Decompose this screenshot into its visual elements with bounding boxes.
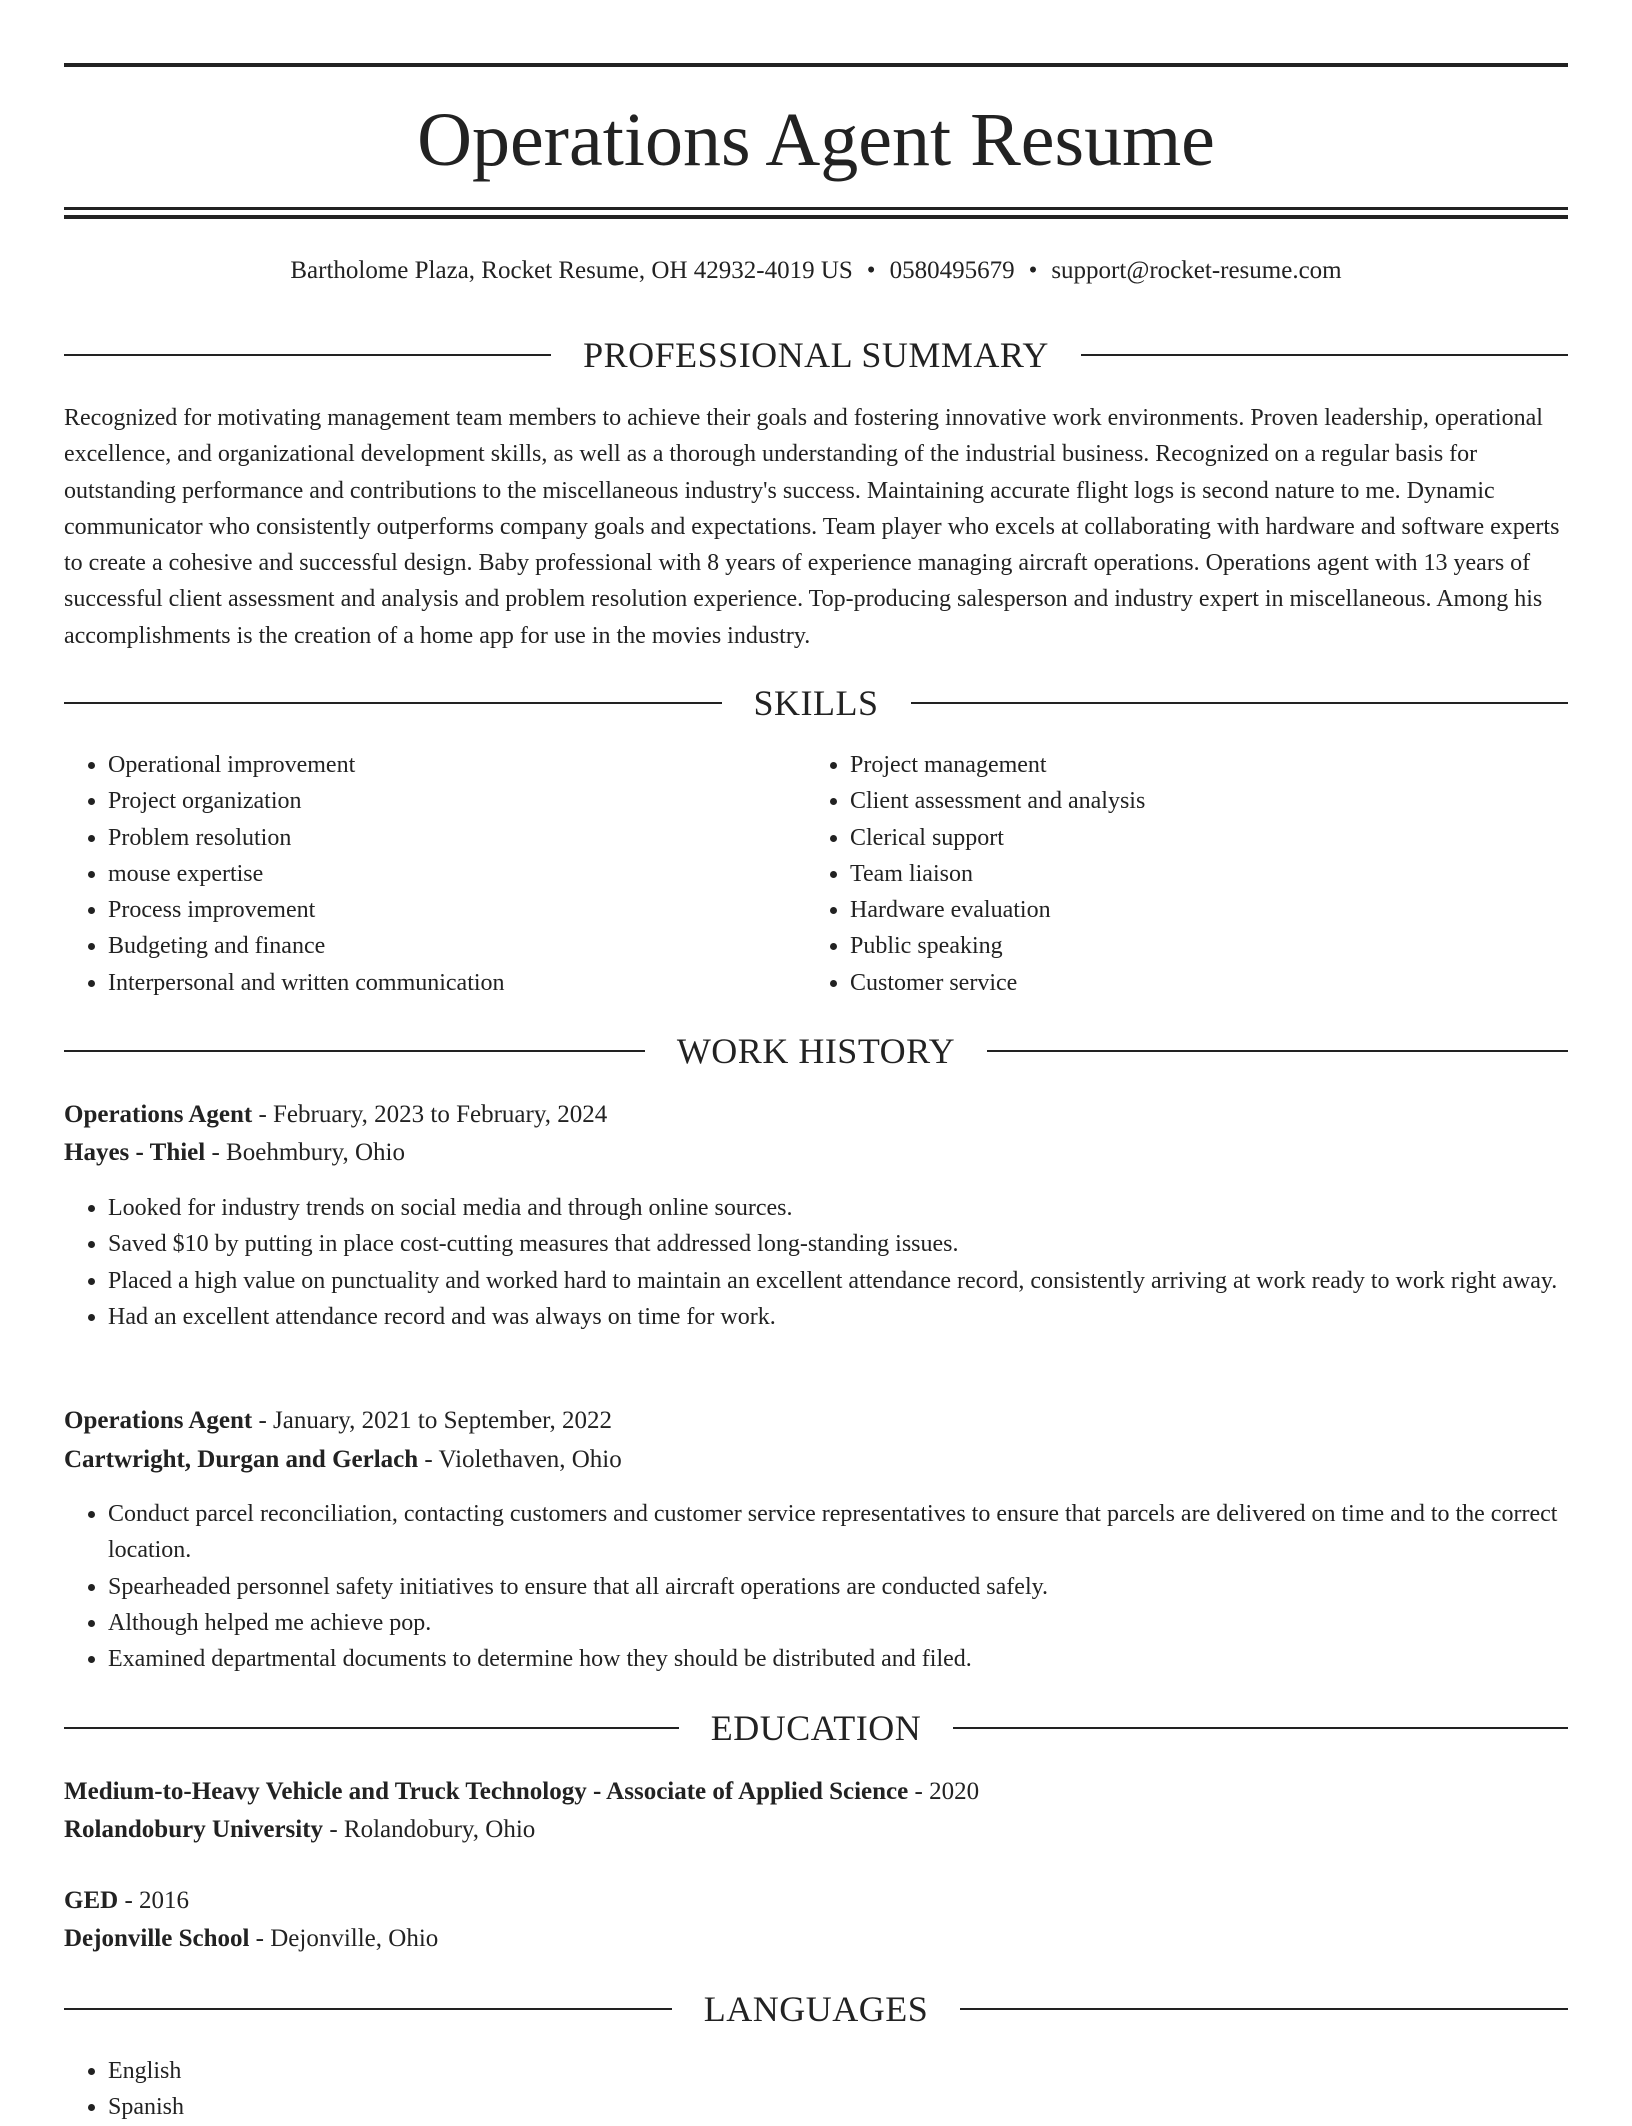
job-bullet: • Examined departmental documents to determine how they should be distributed and filed. [108, 1641, 1568, 1677]
job-bullet: • Spearheaded personnel safety initiatives to ensure that all aircraft operations are conducted safely. [108, 1569, 1568, 1605]
heading-rule [911, 702, 1569, 704]
skill-item: • Operational improvement [108, 747, 764, 783]
edu-year: - 2020 [908, 1778, 980, 1805]
heading-rule [64, 702, 722, 704]
job-bullet: • Saved $10 by putting in place cost-cutting measures that addressed long-standing issues. [108, 1226, 1568, 1262]
job-title-line [64, 1097, 1568, 1133]
heading-rule [64, 2008, 672, 2010]
edu-degree: Medium-to-Heavy Vehicle and Truck Technology - Associate of Applied Science [64, 1778, 909, 1805]
skill-item: • Clerical support [850, 820, 1506, 856]
heading-rule [64, 354, 551, 356]
heading-rule [960, 2008, 1568, 2010]
job-bullet: • Placed a high value on punctuality and worked hard to maintain an excellent attendance record, consistently arriving at work ready to work right away. [108, 1263, 1568, 1299]
resume-title: Operations Agent Resume [417, 98, 1215, 182]
skill-item: • Project organization [108, 783, 764, 819]
job-company-line [64, 1135, 1568, 1171]
section-heading-languages [64, 1987, 1568, 2031]
job-bullets [64, 1496, 1568, 1677]
skill-item: • Public speaking [850, 928, 1506, 964]
section-heading-work [64, 1029, 1568, 1073]
job-bullet: • Looked for industry trends on social media and through online sources. [108, 1190, 1568, 1226]
heading-rule [64, 1050, 645, 1052]
edu-year: - 2016 [118, 1887, 190, 1914]
edu-school: Dejonville School [64, 1925, 250, 1952]
section-title: LANGUAGES [703, 1989, 929, 2029]
skill-item: • Project management [850, 747, 1506, 783]
skills-column-left [64, 747, 764, 1001]
skill-item: • Problem resolution [108, 820, 764, 856]
heading-rule [1081, 354, 1568, 356]
edu-location: - Dejonville, Ohio [249, 1925, 439, 1952]
section-heading-skills [64, 681, 1568, 725]
job-dates: - January, 2021 to September, 2022 [252, 1407, 613, 1434]
job-location: - Boehmbury, Ohio [205, 1139, 405, 1166]
skill-item: • Hardware evaluation [850, 892, 1506, 928]
skill-item: • Team liaison [850, 856, 1506, 892]
section-title: SKILLS [753, 683, 879, 723]
section-title: WORK HISTORY [676, 1031, 956, 1071]
job-title: Operations Agent [64, 1101, 253, 1128]
heading-rule [987, 1050, 1568, 1052]
job-title-line [64, 1403, 1568, 1439]
section-heading-summary [64, 333, 1568, 377]
skill-item: • Budgeting and finance [108, 928, 764, 964]
job-title: Operations Agent [64, 1407, 253, 1434]
job-bullets [64, 1190, 1568, 1335]
edu-school: Rolandobury University [64, 1816, 324, 1843]
edu-location: - Rolandobury, Ohio [323, 1816, 536, 1843]
skill-item: • Process improvement [108, 892, 764, 928]
edu-school-line [64, 1812, 1568, 1848]
contact-line [64, 254, 1568, 288]
edu-school-line [64, 1921, 1568, 1957]
job-company: Cartwright, Durgan and Gerlach [64, 1446, 419, 1473]
section-title: EDUCATION [710, 1708, 922, 1748]
job-dates: - February, 2023 to February, 2024 [252, 1101, 608, 1128]
edu-degree: GED [64, 1887, 119, 1914]
skills-list [806, 747, 1506, 1001]
languages-list [64, 2053, 1568, 2126]
top-rule [64, 63, 1568, 67]
section-title: PROFESSIONAL SUMMARY [583, 335, 1049, 375]
summary-paragraph: Recognized for motivating management team members to achieve their goals and fostering innovative work environments. Proven leadership, operational excellence, and organizational development skills, as well as a thorough understanding of the industrial business. Recognized on a regular basis for outstanding performance and contributions to the miscellaneous industry's success. Maintaining accurate flight logs is second nature to me. Dynamic communicator who consistently outperforms company goals and expectations. Team player who excels at collaborating with hardware and software experts to create a cohesive and successful design. Baby professional with 8 years of experience managing aircraft operations. Operations agent with 13 years of successful client assessment and analysis and problem resolution experience. Top-producing salesperson and industry expert in miscellaneous. Among his accomplishments is the creation of a home app for use in the movies industry. [64, 405, 1560, 649]
edu-degree-line [64, 1883, 1568, 1919]
job-bullet: • Had an excellent attendance record and was always on time for work. [108, 1299, 1568, 1335]
contact-email: support@rocket-resume.com [1051, 257, 1342, 284]
title-double-rule [64, 207, 1568, 219]
job-company-line [64, 1442, 1568, 1478]
heading-rule [64, 1727, 679, 1729]
section-heading-education [64, 1706, 1568, 1750]
job-bullet: • Conduct parcel reconciliation, contacting customers and customer service representatives to ensure that parcels are delivered on time and to the correct location. [108, 1496, 1568, 1569]
contact-separator: • [866, 257, 876, 284]
heading-rule [953, 1727, 1568, 1729]
job-location: - Violethaven, Ohio [418, 1446, 622, 1473]
language-item: • Spanish [108, 2089, 1568, 2125]
skill-item: • Client assessment and analysis [850, 783, 1506, 819]
job-bullet: • Although helped me achieve pop. [108, 1605, 1568, 1641]
skill-item: • Customer service [850, 965, 1506, 1001]
skills-list [64, 747, 764, 1001]
skill-item: • mouse expertise [108, 856, 764, 892]
edu-degree-line [64, 1774, 1568, 1810]
skills-column-right [806, 747, 1506, 1001]
language-item: • English [108, 2053, 1568, 2089]
contact-phone: 0580495679 [889, 257, 1015, 284]
contact-address: Bartholome Plaza, Rocket Resume, OH 42932-4019 US [290, 257, 853, 284]
skill-item: • Interpersonal and written communication [108, 965, 764, 1001]
contact-separator: • [1028, 257, 1038, 284]
job-company: Hayes - Thiel [64, 1139, 206, 1166]
